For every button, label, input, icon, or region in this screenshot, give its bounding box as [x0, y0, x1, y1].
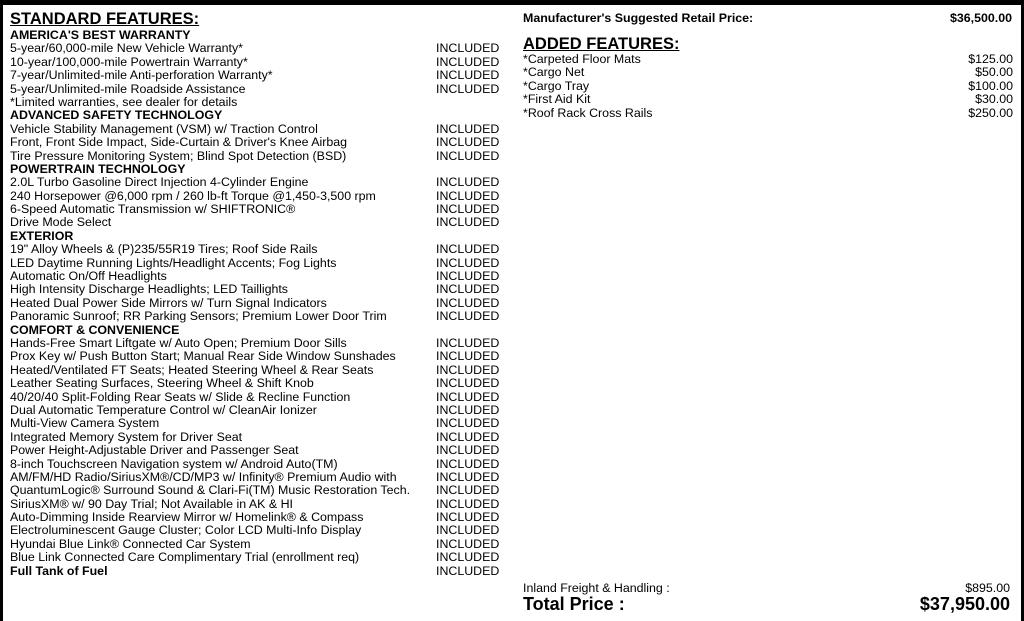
section-heading: ADVANCED SAFETY TECHNOLOGY [10, 108, 223, 123]
feature-status: INCLUDED [436, 81, 500, 96]
feature-row [10, 176, 510, 189]
feature-row [10, 431, 510, 444]
feature-name: SiriusXM® w/ 90 Day Trial; Not Available in AK & HI [10, 496, 293, 511]
feature-row [10, 257, 510, 270]
feature-row [10, 69, 510, 82]
feature-name: Tire Pressure Monitoring System; Blind Spot Detection (BSD) [10, 148, 347, 163]
feature-name: Heated Dual Power Side Mirrors w/ Turn Signal Indicators [10, 295, 327, 310]
feature-name: 7-year/Unlimited-mile Anti-perforation Warranty* [10, 68, 273, 83]
section-heading-row [10, 230, 510, 243]
feature-name: Vehicle Stability Management (VSM) w/ Traction Control [10, 121, 318, 136]
feature-name: Heated/Ventilated FT Seats; Heated Steering Wheel & Rear Seats [10, 362, 374, 377]
feature-name: Panoramic Sunroof; RR Parking Sensors; Premium Lower Door Trim [10, 309, 387, 324]
feature-name: LED Daytime Running Lights/Headlight Accents; Fog Lights [10, 255, 337, 270]
feature-name: 2.0L Turbo Gasoline Direct Injection 4-Cylinder Engine [10, 175, 309, 190]
section-heading-row [10, 109, 510, 122]
feature-row [10, 391, 510, 404]
feature-name: Hands-Free Smart Liftgate w/ Auto Open; Premium Door Sills [10, 335, 347, 350]
feature-status: INCLUDED [436, 135, 500, 150]
feature-name: 40/20/40 Split-Folding Rear Seats w/ Slide & Recline Function [10, 389, 351, 404]
feature-name: Leather Seating Surfaces, Steering Wheel & Shift Knob [10, 376, 314, 391]
feature-name: Drive Mode Select [10, 215, 112, 230]
feature-status: INCLUDED [436, 550, 500, 565]
feature-row [10, 364, 510, 377]
feature-name: Blue Link Connected Care Complimentary Trial (enrollment req) [10, 550, 360, 565]
feature-name: High Intensity Discharge Headlights; LED Taillights [10, 282, 289, 297]
feature-status: INCLUDED [436, 41, 500, 56]
feature-status: INCLUDED [436, 282, 500, 297]
feature-row [10, 404, 510, 417]
msrp-label: Manufacturer's Suggested Retail Price: [523, 11, 754, 25]
standard-features-section [10, 10, 510, 578]
feature-name: 19" Alloy Wheels & (P)235/55R19 Tires; Roof Side Rails [10, 242, 318, 257]
feature-status: INCLUDED [436, 510, 500, 525]
feature-row [10, 377, 510, 390]
feature-row [10, 417, 510, 430]
feature-name: Integrated Memory System for Driver Seat [10, 429, 243, 444]
feature-row [10, 150, 510, 163]
feature-status: INCLUDED [436, 362, 500, 377]
feature-status: INCLUDED [436, 376, 500, 391]
feature-row [10, 310, 510, 323]
section-heading-row [10, 324, 510, 337]
feature-row [10, 498, 510, 511]
feature-row [10, 96, 510, 109]
added-feature-price: $125.00 [968, 52, 1013, 66]
feature-status: INCLUDED [436, 523, 500, 538]
feature-name: Electroluminescent Gauge Cluster; Color LCD Multi-Info Display [10, 523, 362, 538]
freight-value: $895.00 [965, 581, 1010, 595]
section-heading-row [10, 29, 510, 42]
added-feature-row [523, 93, 1013, 106]
feature-status: INCLUDED [436, 68, 500, 83]
feature-row [10, 350, 510, 363]
feature-status: INCLUDED [436, 255, 500, 270]
feature-status: INCLUDED [436, 483, 500, 498]
feature-row [10, 216, 510, 229]
feature-row [10, 283, 510, 296]
feature-row [10, 190, 510, 203]
total-price-value: $37,950.00 [919, 594, 1010, 614]
added-feature-row [523, 66, 1013, 79]
feature-row [10, 524, 510, 537]
feature-status: INCLUDED [436, 188, 500, 203]
added-feature-price: $30.00 [975, 92, 1013, 107]
added-feature-row [523, 80, 1013, 93]
feature-name: AM/FM/HD Radio/SiriusXM®/CD/MP3 w/ Infinity® Premium Audio with [10, 469, 397, 484]
feature-name: Dual Automatic Temperature Control w/ CleanAir Ionizer [10, 402, 317, 417]
feature-status: INCLUDED [436, 496, 500, 511]
feature-status: INCLUDED [436, 469, 500, 484]
feature-status: INCLUDED [436, 54, 500, 69]
added-feature-name: *Cargo Tray [523, 78, 590, 93]
section-heading: EXTERIOR [10, 228, 74, 243]
feature-name: Front, Front Side Impact, Side-Curtain & Driver's Knee Airbag [10, 135, 348, 150]
added-feature-name: *Carpeted Floor Mats [523, 52, 641, 66]
feature-name: 5-year/Unlimited-mile Roadside Assistance [10, 81, 246, 96]
top-border [0, 0, 1024, 5]
added-feature-row [523, 107, 1013, 120]
feature-status: INCLUDED [436, 389, 500, 404]
feature-row [10, 270, 510, 283]
total-price-label: Total Price : [523, 594, 625, 614]
added-feature-price: $100.00 [968, 78, 1013, 93]
feature-status: INCLUDED [436, 402, 500, 417]
feature-row [10, 243, 510, 256]
added-features-list [523, 53, 1013, 120]
added-feature-name: *Roof Rack Cross Rails [523, 105, 653, 120]
feature-status: INCLUDED [436, 175, 500, 190]
feature-status: INCLUDED [436, 349, 500, 364]
added-features-title: ADDED FEATURES: [523, 35, 680, 53]
section-heading-row [10, 163, 510, 176]
feature-row [10, 444, 510, 457]
feature-status: INCLUDED [436, 295, 500, 310]
feature-status: INCLUDED [436, 536, 500, 551]
feature-name: Auto-Dimming Inside Rearview Mirror w/ Homelink® & Compass [10, 510, 364, 525]
feature-name: 8-inch Touchscreen Navigation system w/ Android Auto(TM) [10, 456, 338, 471]
feature-status: INCLUDED [436, 416, 500, 431]
feature-status: INCLUDED [436, 563, 500, 578]
feature-row [10, 511, 510, 524]
feature-row [10, 297, 510, 310]
added-feature-name: *Cargo Net [523, 65, 585, 80]
msrp-value: $36,500.00 [949, 11, 1012, 25]
feature-status: INCLUDED [436, 242, 500, 257]
feature-name: Automatic On/Off Headlights [10, 269, 167, 284]
feature-name: *Limited warranties, see dealer for details [10, 94, 238, 109]
feature-status: INCLUDED [436, 429, 500, 444]
feature-status: INCLUDED [436, 202, 500, 217]
feature-row [10, 471, 510, 484]
feature-row [10, 83, 510, 96]
added-feature-row [523, 53, 1013, 66]
feature-row [10, 551, 510, 564]
feature-row [10, 203, 510, 216]
standard-features-title: STANDARD FEATURES: [10, 10, 200, 28]
added-feature-price: $250.00 [968, 105, 1013, 120]
feature-status: INCLUDED [436, 269, 500, 284]
feature-status: INCLUDED [436, 215, 500, 230]
feature-row [10, 484, 510, 497]
feature-name: 5-year/60,000-mile New Vehicle Warranty* [10, 41, 243, 56]
feature-status: INCLUDED [436, 335, 500, 350]
feature-row [10, 136, 510, 149]
feature-row [10, 538, 510, 551]
feature-status: INCLUDED [436, 456, 500, 471]
section-heading: AMERICA'S BEST WARRANTY [10, 28, 191, 42]
feature-name: 240 Horsepower @6,000 rpm / 260 lb-ft Torque @1,450-3,500 rpm [10, 188, 376, 203]
feature-row [10, 123, 510, 136]
feature-name: Power Height-Adjustable Driver and Passenger Seat [10, 443, 299, 458]
feature-row [10, 337, 510, 350]
feature-row [10, 42, 510, 55]
freight-label: Inland Freight & Handling : [523, 581, 670, 595]
feature-name: Multi-View Camera System [10, 416, 160, 431]
feature-name: 6-Speed Automatic Transmission w/ SHIFTRONIC® [10, 202, 296, 217]
feature-status: INCLUDED [436, 121, 500, 136]
section-heading: Full Tank of Fuel [10, 563, 108, 578]
section-heading: POWERTRAIN TECHNOLOGY [10, 161, 186, 176]
section-heading: COMFORT & CONVENIENCE [10, 322, 180, 337]
feature-name: 10-year/100,000-mile Powertrain Warranty* [10, 54, 248, 69]
standard-features-list [10, 29, 510, 578]
section-heading-row [10, 565, 510, 578]
feature-status: INCLUDED [436, 309, 500, 324]
left-border [0, 0, 3, 621]
feature-row [10, 458, 510, 471]
added-feature-price: $50.00 [975, 65, 1013, 80]
added-feature-name: *First Aid Kit [523, 92, 591, 107]
feature-name: Hyundai Blue Link® Connected Car System [10, 536, 251, 551]
feature-name: Prox Key w/ Push Button Start; Manual Rear Side Window Sunshades [10, 349, 396, 364]
feature-name: QuantumLogic® Surround Sound & Clari-Fi(TM) Music Restoration Tech. [10, 483, 411, 498]
feature-status: INCLUDED [436, 148, 500, 163]
feature-status: INCLUDED [436, 443, 500, 458]
feature-row [10, 56, 510, 69]
